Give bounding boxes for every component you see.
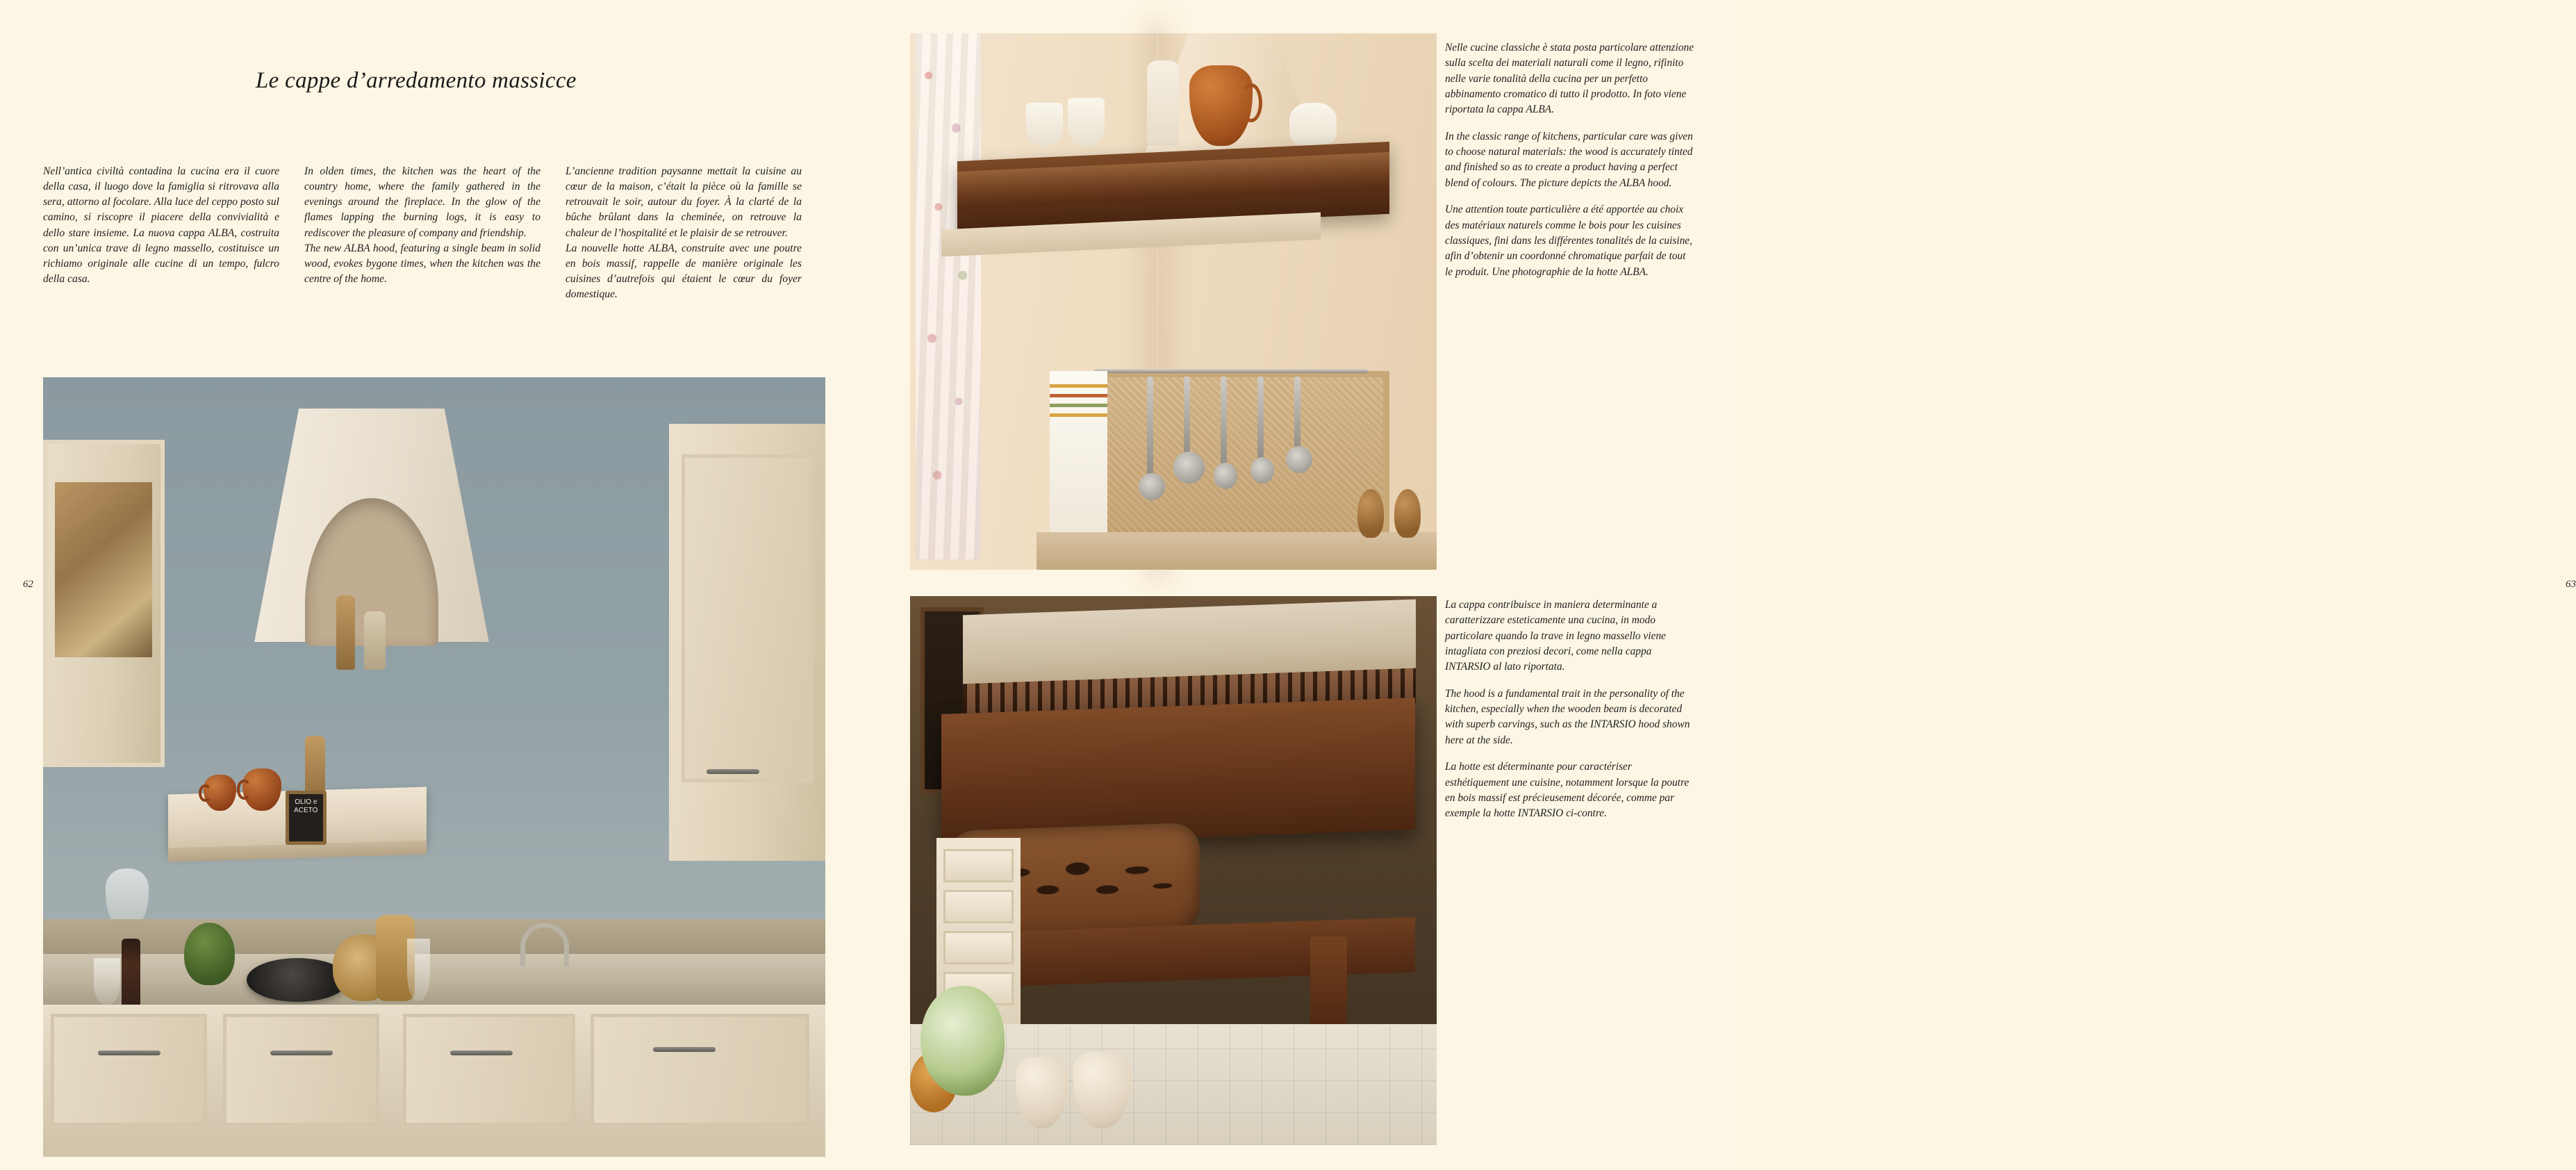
- photo-intarsio-hood: [910, 596, 1437, 1145]
- ceramic-bowl: [1289, 103, 1337, 146]
- sink-tap[interactable]: [520, 923, 569, 966]
- towel-stripe-3: [1050, 404, 1107, 407]
- intro-column-english: [304, 164, 565, 302]
- utensil-rail[interactable]: [1094, 369, 1368, 373]
- base-door-3[interactable]: [403, 1014, 575, 1126]
- corbel-right: [1310, 937, 1347, 1035]
- water-jar: [407, 939, 431, 1001]
- base-handle-1[interactable]: [98, 1050, 160, 1055]
- wall-cabinet-right: [669, 424, 825, 860]
- paragraph: La cappa contribuisce in maniera determinante a caratterizzare esteticamente una cucina, in modo particolare quando la trave in legno massello viene intagliata con preziosi decori, come nella cappa INTARSIO al lato riportata.: [1445, 599, 1666, 673]
- page-number-left: 62: [23, 579, 33, 590]
- wine-glass: [94, 958, 120, 1005]
- paragraph: The hood is a fundamental trait in the personality of the kitchen, especially when the wooden beam is decorated with superb carvings, such as the INTARSIO hood shown here at the side.: [1445, 687, 1690, 746]
- base-door-4[interactable]: [591, 1014, 809, 1126]
- cabinet-door-panel: [682, 454, 813, 782]
- paragraph: Nell’antica civiltà contadina la cucina era il cuore della casa, il luogo dove la famiglia si ritrovava alla sera, attorno al focolare. Alla luce del ceppo posto sul camino, si riscopre il piacere della convivialità e dello stare insieme. La nuova cappa ALBA, costruita con un’unica trave di legno massello, costituisce un richiamo originale alle cucine di un tempo, fulcro della casa.: [43, 165, 279, 285]
- utensil-masher-head: [1286, 446, 1312, 473]
- glass-door-panel: [55, 482, 152, 658]
- utensil-masher: [1294, 377, 1301, 457]
- drawer-2[interactable]: [943, 890, 1014, 923]
- ceramic-cup-2: [1068, 98, 1105, 146]
- base-handle-4[interactable]: [653, 1047, 716, 1052]
- paragraph: La nouvelle hotte ALBA, construite avec une poutre en bois massif, rappelle de manière originale les cuisines d’autrefois qui étaient le cœur du foyer domestique.: [565, 242, 802, 301]
- kitchen-towel: [1050, 371, 1107, 532]
- wall-cabinet-left: [43, 440, 165, 767]
- wooden-knob-2: [1394, 489, 1421, 537]
- utensil-ladle: [1147, 377, 1153, 484]
- wine-bottle: [122, 939, 140, 1009]
- side-text-intarsio: [1445, 598, 1695, 822]
- utensil-spoon: [1221, 377, 1227, 473]
- chalkboard-label: OLIO e ACETO: [286, 791, 327, 846]
- white-bottle: [1147, 60, 1178, 147]
- beam-front-face: [957, 151, 1389, 208]
- backsplash: [43, 919, 825, 958]
- intro-column-italian: [43, 164, 304, 302]
- floral-curtain: [916, 33, 982, 559]
- paragraph: The new ALBA hood, featuring a single beam in solid wood, evokes bygone times, when the kitchen was the centre of the home.: [304, 242, 540, 285]
- paragraph: La hotte est déterminante pour caractériser esthétiquement une cuisine, notamment lorsque la poutre en bois massif est précieusement décorée, comme par exemple la hotte INTARSIO ci-contre.: [1445, 761, 1690, 820]
- page-number-right: 63: [2566, 579, 2576, 590]
- wooden-knob-1: [1357, 489, 1384, 537]
- side-text-alba: [1445, 40, 1695, 280]
- paragraph: In olden times, the kitchen was the heart of the country home, where the family gathered in the evenings around the fireplace. In the glow of the flames lapping the burning logs, it is easy to rediscover the pleasure of company and friendship.: [304, 165, 540, 239]
- paragraph: Nelle cucine classiche è stata posta particolare attenzione sulla scelta dei materiali naturali come il legno, rifinito nelle varie tonalità della cucina per un perfetto abbinamento cromatico di tutto il prodotto. In foto viene riportata la cappa ALBA.: [1445, 42, 1694, 116]
- cabinet-handle[interactable]: [707, 769, 760, 774]
- drawer-1[interactable]: [943, 849, 1014, 882]
- towel-stripe-4: [1050, 413, 1107, 417]
- page-left: [0, 0, 868, 1170]
- base-handle-3[interactable]: [450, 1050, 513, 1055]
- intro-column-french: [565, 164, 827, 302]
- paragraph: L’ancienne tradition paysanne mettait la cuisine au cœur de la maison, c’était la pièce où la famille se retrouvait le soir, autour du foyer. À la clarté de la bûche brûlant dans la cheminée, on retrouve la chaleur de l’hospitalité et le plaisir de se retrouver.: [565, 165, 802, 239]
- utensil-spoon-head: [1214, 463, 1237, 490]
- paragraph: In the classic range of kitchens, particular care was given to choose natural materials: the wood is accurately tinted and finished so as to create a product having a perfect blend of colours. The picture depicts the ALBA hood.: [1445, 130, 1693, 189]
- towel-stripe-2: [1050, 394, 1107, 397]
- base-handle-2[interactable]: [270, 1050, 333, 1055]
- pepper-mill: [336, 595, 355, 670]
- salt-mill: [364, 611, 386, 670]
- base-door-1[interactable]: [51, 1014, 207, 1126]
- towel-stripe-1: [1050, 384, 1107, 388]
- photo-alba-hood: [910, 33, 1437, 570]
- drawer-3[interactable]: [943, 931, 1014, 964]
- paragraph: Une attention toute particulière a été apportée au choix des matériaux naturels comme le bois pour les cuisines classiques, fini dans les différentes tonalités de la cuisine, afin d’obtenir un coordonné chromatique parfait de tout le produit. Une photographie de la hotte ALBA.: [1445, 204, 1692, 278]
- utensil-fork: [1257, 377, 1264, 468]
- photo-classic-kitchen: [43, 377, 825, 1157]
- cabbage: [920, 986, 1005, 1096]
- intro-text-columns: [43, 164, 827, 302]
- backsplash-panel: [1084, 371, 1389, 543]
- base-door-2[interactable]: [223, 1014, 379, 1126]
- page-title: Le cappe d’arredamento massicce: [256, 68, 577, 93]
- utensil-ladle-head: [1139, 473, 1165, 500]
- utensil-skimmer: [1184, 377, 1190, 463]
- base-cabinets: [43, 1005, 825, 1157]
- ceramic-cup-1: [1026, 103, 1063, 146]
- worktop: [1037, 532, 1437, 570]
- stone-countertop: [43, 954, 825, 1005]
- basil-plant: [184, 923, 235, 985]
- utensil-fork-head: [1250, 457, 1274, 484]
